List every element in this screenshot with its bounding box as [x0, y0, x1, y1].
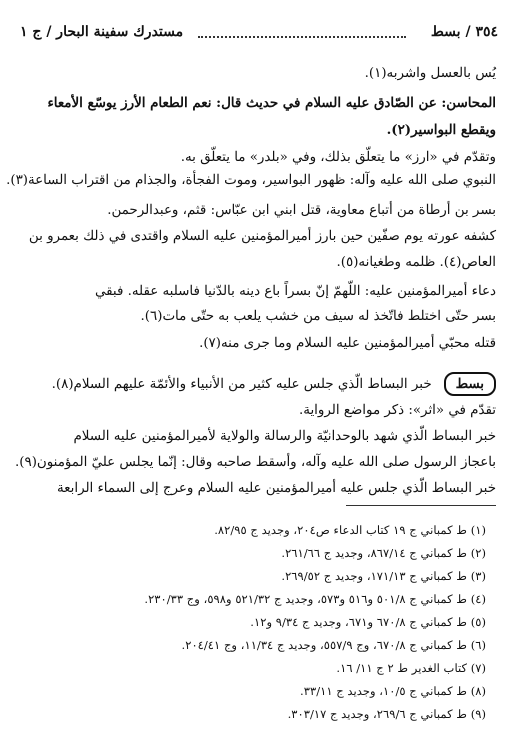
- footnote: (٤) ط كمباني ج ٥٠١/٨ و٥١٦ و٥٧٣، وجديد ج ٥٢١/٣٢ و٥٩٨، وج ٢٣٠/٣٣.: [144, 592, 486, 606]
- entry-text: خبر البساط الّذي جلس عليه كثير من الأنبياء والأئمّة عليهم السلام(٨).: [51, 377, 432, 392]
- header-dotted-leader: [198, 36, 406, 38]
- footnote: (٨) ط كمباني ج ١٠/٥، وجديد ج ٣٣/١١.: [300, 684, 486, 698]
- entry-keyword-badge: بسط: [444, 372, 496, 396]
- text-line: يُس بالعسل واشربه(١).: [364, 66, 496, 81]
- text-line: المحاسن: عن الصّادق عليه السلام في حديث قال: نعم الطعام الأرز يوسّع الأمعاء: [47, 95, 496, 111]
- book-title: مستدرك سفينة البحار / ج ١: [20, 24, 184, 40]
- text-line: بسر بن أرطاة من أتباع معاوية، قتل ابني ابن عبّاس: قثم، وعبدالرحمن.: [107, 203, 496, 218]
- page-number: ٣٥٤ / بسط: [430, 24, 498, 40]
- text-line: النبوي صلى الله عليه وآله: ظهور البواسير، وموت الفجأة، والجذام من اقتراب الساعة(٣).: [6, 173, 496, 188]
- text-line: خبر البساط الّذي جلس عليه أميرالمؤمنين عليه السلام وعرج إلى السماء الرابعة: [56, 481, 496, 496]
- footnote: (٣) ط كمباني ج ١٧١/١٣، وجديد ج ٢٦٩/٥٢.: [281, 569, 486, 583]
- text-line: بسر حتّى اختلط فاتّخذ له سيف من خشب يلعب به حتّى مات(٦).: [140, 309, 496, 324]
- text-line: تقدّم في «اثر»: ذكر مواضع الرواية.: [299, 403, 496, 418]
- footnote-separator: [346, 505, 496, 506]
- footnote: (٩) ط كمباني ج ٢٦٩/٦، وجديد ج ٣٠٣/١٧.: [287, 707, 486, 721]
- text-line: خبر البساط الّذي شهد بالوحدانيّة والرسالة والولاية لأميرالمؤمنين عليه السلام: [73, 429, 496, 444]
- entry-first-line: [20, 372, 496, 398]
- footnote: (٧) كتاب الغدير ط ٢ ج ١١/ ١٦.: [336, 661, 486, 675]
- text-line: باعجاز الرسول صلى الله عليه وآله، وأسقط صاحبه وقال: إنّما يجلس عليّ المؤمنون(٩).: [15, 455, 496, 470]
- text-line: كشفه عورته يوم صفّين حين بارز أميرالمؤمنين عليه السلام واقتدى في ذلك بعمرو بن: [28, 229, 496, 244]
- running-header: [20, 24, 498, 46]
- footnote: (١) ط كمباني ج ١٩ كتاب الدعاء ص٢٠٤، وجديد ج ٨٢/٩٥.: [214, 523, 486, 537]
- text-line: وتقدّم في «ارز» ما يتعلّق بذلك، وفي «بلدر» ما يتعلّق به.: [180, 150, 496, 165]
- text-line: العاص(٤). ظلمه وطغيانه(٥).: [336, 255, 496, 270]
- footnote: (٦) ط كمباني ج ٦٧٠/٨، وج ٥٥٧/٩، وجديد ج ١١/٣٤، وج ٢٠٤/٤١.: [181, 638, 486, 652]
- text-line: دعاء أميرالمؤمنين عليه: اللّهمّ إنّ بسراً باع دينه بالدّنيا فاسلبه عقله. فبقي: [94, 284, 496, 299]
- text-line: ويقطع البواسير(٢).: [386, 122, 496, 138]
- footnote: (٥) ط كمباني ج ٦٧٠/٨ و٦٧١، وجديد ج ٩/٣٤ و١٢.: [250, 615, 486, 629]
- text-line: قتله محبّي أميرالمؤمنين عليه السلام وما جرى منه(٧).: [199, 336, 496, 351]
- footnote: (٢) ط كمباني ج ٨٦٧/١٤، وجديد ج ٢٦١/٦٦.: [281, 546, 486, 560]
